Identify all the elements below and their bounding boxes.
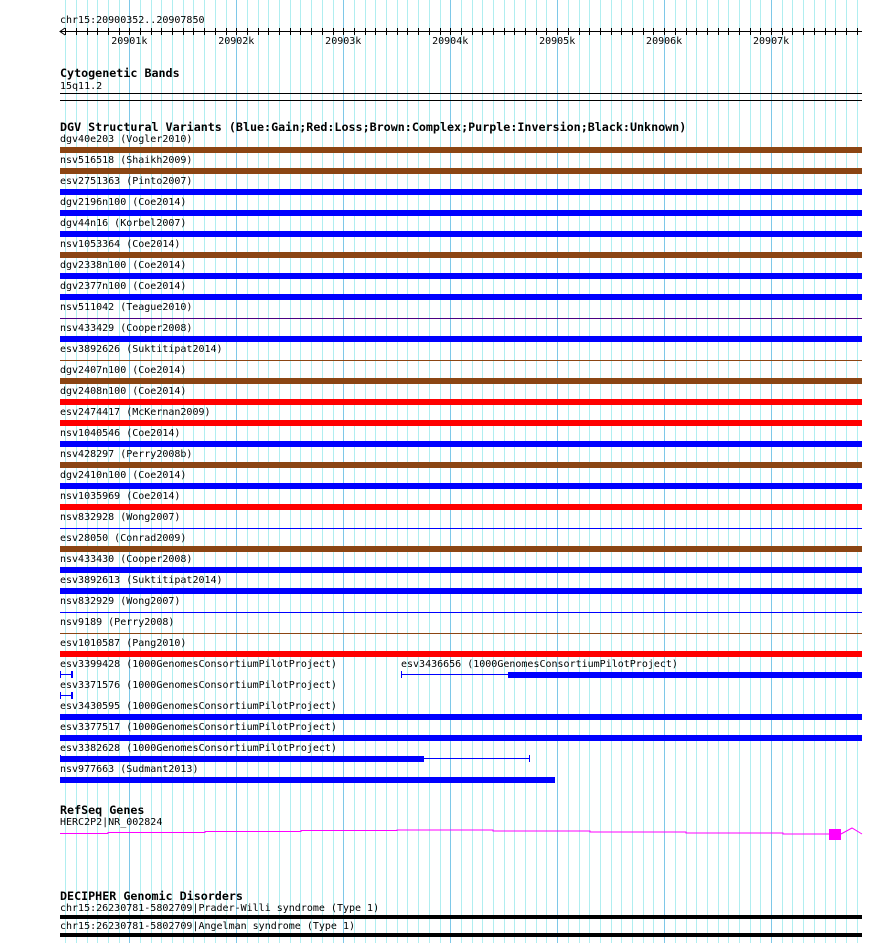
variant-bar-loss[interactable] bbox=[60, 651, 862, 657]
variant-label: nsv1040546 (Coe2014) bbox=[60, 428, 181, 439]
variant-label: esv3430595 (1000GenomesConsortiumPilotProject) bbox=[60, 701, 337, 712]
refseq-track-title: RefSeq Genes bbox=[60, 803, 145, 817]
decipher-bar[interactable] bbox=[60, 915, 862, 919]
variant-bar-gain[interactable] bbox=[60, 210, 862, 216]
variant-label: esv3892613 (Suktitipat2014) bbox=[60, 575, 223, 586]
variant-label: dgv2377n100 (Coe2014) bbox=[60, 281, 187, 292]
decipher-bar[interactable] bbox=[60, 933, 862, 937]
variant-label: dgv40e203 (Vogler2010) bbox=[60, 134, 193, 145]
variant-label: esv2474417 (McKernan2009) bbox=[60, 407, 211, 418]
decipher-track-title: DECIPHER Genomic Disorders bbox=[60, 889, 243, 903]
variant-end-cap bbox=[401, 671, 402, 678]
variant-line-complex[interactable] bbox=[60, 360, 862, 361]
variant-bar-gain[interactable] bbox=[60, 336, 862, 342]
cytoband-label: 15q11.2 bbox=[60, 81, 103, 92]
variant-label: nsv1035969 (Coe2014) bbox=[60, 491, 181, 502]
variant-label: nsv428297 (Perry2008b) bbox=[60, 449, 193, 460]
variant-bar-complex[interactable] bbox=[60, 546, 862, 552]
variant-label: nsv832928 (Wong2007) bbox=[60, 512, 181, 523]
variant-bar-loss[interactable] bbox=[60, 399, 862, 405]
variant-bar-gain[interactable] bbox=[60, 231, 862, 237]
ruler-tick-label: 20907k bbox=[753, 36, 790, 47]
variant-label: nsv832929 (Wong2007) bbox=[60, 596, 181, 607]
gene-intron-line bbox=[60, 830, 829, 834]
variant-label: esv3399428 (1000GenomesConsortiumPilotProject) bbox=[60, 659, 337, 670]
variant-label: dgv44n16 (Korbel2007) bbox=[60, 218, 187, 229]
ruler-tick-label: 20902k bbox=[218, 36, 255, 47]
variant-label: nsv977663 (Sudmant2013) bbox=[60, 764, 199, 775]
variant-label: dgv2410n100 (Coe2014) bbox=[60, 470, 187, 481]
variant-bar-gain[interactable] bbox=[60, 756, 424, 762]
variant-bar-gain[interactable] bbox=[60, 294, 862, 300]
variant-bar-gain[interactable] bbox=[60, 777, 555, 783]
variant-label: nsv511042 (Teague2010) bbox=[60, 302, 193, 313]
variant-bar-complex[interactable] bbox=[60, 462, 862, 468]
variant-line-inversion[interactable] bbox=[60, 318, 862, 319]
variant-bar-complex[interactable] bbox=[60, 147, 862, 153]
cytoband-track-title: Cytogenetic Bands bbox=[60, 66, 180, 80]
decipher-item-label: chr15:26230781-5802709|Prader-Willi syndrome (Type 1) bbox=[60, 903, 380, 914]
ruler-tick-label: 20901k bbox=[111, 36, 148, 47]
variant-line-complex[interactable] bbox=[60, 633, 862, 634]
variant-bar-loss[interactable] bbox=[60, 504, 862, 510]
variant-label: nsv433430 (Cooper2008) bbox=[60, 554, 193, 565]
gene-intron-chevron bbox=[841, 828, 862, 834]
variant-bar-gain[interactable] bbox=[60, 567, 862, 573]
scale-ruler[interactable] bbox=[0, 24, 890, 50]
variant-line-gain[interactable] bbox=[60, 612, 862, 613]
variant-end-cap bbox=[72, 671, 73, 678]
variant-label: esv2751363 (Pinto2007) bbox=[60, 176, 193, 187]
ruler-tick-label: 20906k bbox=[646, 36, 683, 47]
variant-bar-complex[interactable] bbox=[60, 168, 862, 174]
dgv-track-title: DGV Structural Variants (Blue:Gain;Red:Loss;Brown:Complex;Purple:Inversion;Black:Unknown) bbox=[60, 120, 687, 134]
variant-label: esv3382628 (1000GenomesConsortiumPilotProject) bbox=[60, 743, 337, 754]
variant-bar-gain[interactable] bbox=[60, 735, 862, 741]
variant-label: esv28050 (Conrad2009) bbox=[60, 533, 187, 544]
variant-label: nsv1053364 (Coe2014) bbox=[60, 239, 181, 250]
variant-end-cap bbox=[72, 692, 73, 699]
variant-label: dgv2407n100 (Coe2014) bbox=[60, 365, 187, 376]
ruler-tick-label: 20903k bbox=[325, 36, 362, 47]
ruler-tick-label: 20905k bbox=[539, 36, 576, 47]
variant-label: dgv2408n100 (Coe2014) bbox=[60, 386, 187, 397]
variant-bar-loss[interactable] bbox=[60, 420, 862, 426]
variant-label: nsv516518 (Shaikh2009) bbox=[60, 155, 193, 166]
variant-end-cap bbox=[529, 755, 530, 762]
variant-end-cap bbox=[60, 692, 61, 699]
variant-bar-gain[interactable] bbox=[60, 483, 862, 489]
variant-bar-gain[interactable] bbox=[60, 714, 862, 720]
region-label: chr15:20900352..20907850 bbox=[60, 15, 205, 26]
variant-label: esv3377517 (1000GenomesConsortiumPilotProject) bbox=[60, 722, 337, 733]
variant-label: dgv2338n100 (Coe2014) bbox=[60, 260, 187, 271]
variant-bar-gain[interactable] bbox=[60, 441, 862, 447]
variant-label: esv3892626 (Suktitipat2014) bbox=[60, 344, 223, 355]
cytoband-bar[interactable] bbox=[60, 93, 862, 101]
variant-line-gain[interactable] bbox=[60, 528, 862, 529]
variant-bar-gain[interactable] bbox=[60, 273, 862, 279]
gene-label: HERC2P2|NR_002824 bbox=[60, 817, 163, 828]
variant-bar-complex[interactable] bbox=[60, 252, 862, 258]
variant-label: nsv433429 (Cooper2008) bbox=[60, 323, 193, 334]
variant-bar-gain[interactable] bbox=[60, 189, 862, 195]
variant-bar-gain[interactable] bbox=[60, 588, 862, 594]
gene-exon bbox=[829, 829, 841, 840]
gene-model-herc2p2[interactable] bbox=[0, 824, 890, 844]
variant-end-cap bbox=[60, 671, 61, 678]
variant-label: esv3436656 (1000GenomesConsortiumPilotProject) bbox=[401, 659, 678, 670]
decipher-item-label: chr15:26230781-5802709|Angelman syndrome (Type 1) bbox=[60, 921, 356, 932]
variant-label: dgv2196n100 (Coe2014) bbox=[60, 197, 187, 208]
variant-bar-gain[interactable] bbox=[508, 672, 862, 678]
variant-bar-complex[interactable] bbox=[60, 378, 862, 384]
variant-label: esv1010587 (Pang2010) bbox=[60, 638, 187, 649]
variant-label: nsv9189 (Perry2008) bbox=[60, 617, 175, 628]
variant-label: esv3371576 (1000GenomesConsortiumPilotProject) bbox=[60, 680, 337, 691]
ruler-tick-label: 20904k bbox=[432, 36, 469, 47]
